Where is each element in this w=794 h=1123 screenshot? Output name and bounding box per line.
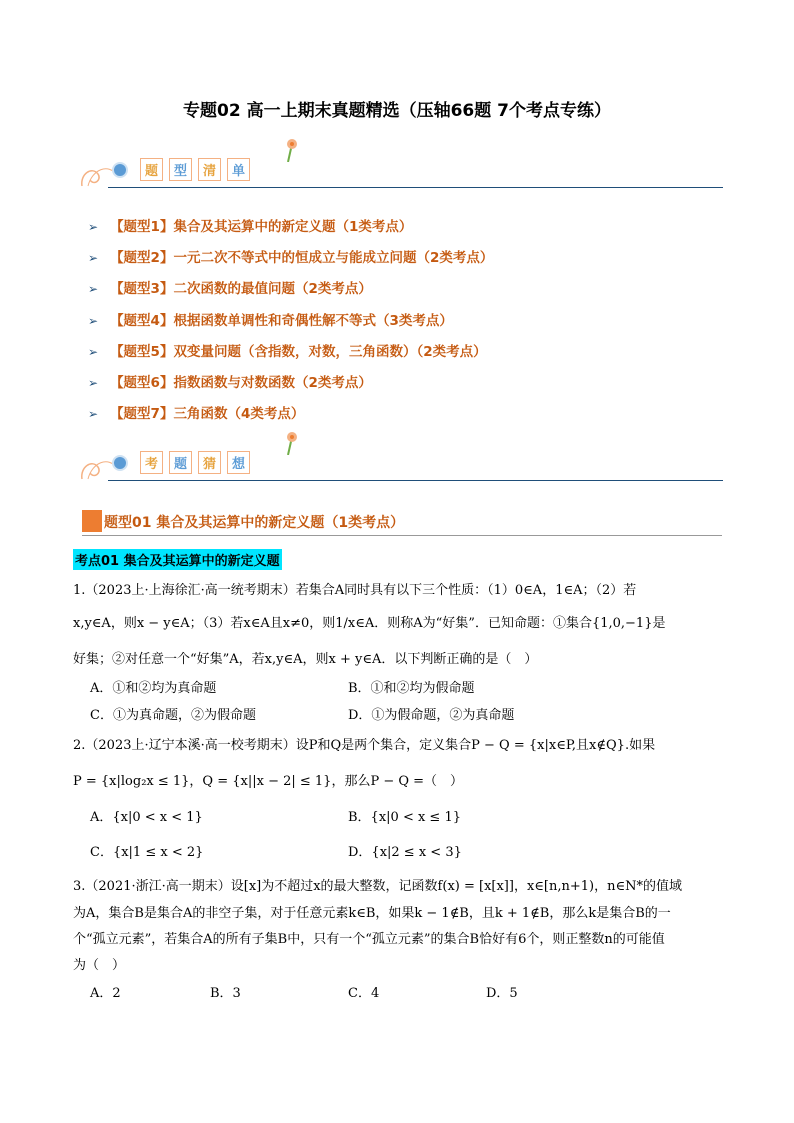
q1-option-b: B．①和②均为假命题 (348, 681, 475, 696)
toc-text: 双变量问题（含指数，对数，三角函数）（2类考点） (173, 344, 487, 360)
q3-option-c: C．4 (348, 986, 380, 1001)
kaodian-label: 考点01 集合及其运算中的新定义题 (73, 549, 282, 570)
page-title: 专题02 高一上期末真题精选（压轴66题 7个考点专练） (183, 101, 611, 121)
pin-decoration-icon (282, 138, 302, 162)
toc-tag: 【题型3】 (110, 281, 174, 297)
q2-line1: 2.（2023上·辽宁本溪·高一校考期末）设P和Q是两个集合，定义集合P − Q = {x|x∈P,且x∉Q}.如果 (73, 738, 656, 753)
banner-rule (108, 480, 723, 481)
q1-line2: x,y∈A，则x − y∈A；（3）若x∈A且x≠0，则1/x∈A．则称A为“好集”．已知命题：①集合{1,0,−1}是 (73, 616, 666, 631)
toc-text: 二次函数的最值问题（2类考点） (173, 281, 372, 297)
q1-line1: 1.（2023上·上海徐汇·高一统考期末）若集合A同时具有以下三个性质：（1）0∈A，1∈A；（2）若 (73, 583, 637, 598)
toc-item-5[interactable] (88, 340, 487, 360)
pin-decoration-icon (282, 431, 302, 455)
toc-tag: 【题型2】 (110, 250, 174, 266)
q3-option-b: B．3 (210, 986, 241, 1001)
bullet-dot-icon (112, 455, 128, 471)
q1-line3: 好集；②对任意一个“好集”A，若x,y∈A，则x + y∈A．以下判断正确的是（ ） (73, 652, 538, 667)
q2-option-c: C．{x|1 ≤ x < 2} (90, 845, 204, 860)
banner-char: 清 (198, 158, 221, 181)
banner-char: 单 (227, 158, 250, 181)
triangle-bullet-icon: ➢ (88, 314, 99, 328)
q2-option-a: A．{x|0 < x < 1} (90, 810, 203, 825)
toc-text: 指数函数与对数函数（2类考点） (173, 375, 372, 391)
triangle-bullet-icon: ➢ (88, 376, 99, 390)
triangle-bullet-icon: ➢ (88, 345, 99, 359)
q3-line3: 个“孤立元素”，若集合A的所有子集B中，只有一个“孤立元素”的集合B恰好有6个，则正整数n的可能值 (73, 932, 665, 947)
toc-text: 集合及其运算中的新定义题（1类考点） (173, 219, 413, 235)
q2-option-d: D．{x|2 ≤ x < 3} (348, 845, 462, 860)
banner-char: 型 (169, 158, 192, 181)
toc-tag: 【题型7】 (110, 406, 174, 422)
banner-char: 考 (140, 451, 163, 474)
toc-tag: 【题型5】 (110, 344, 174, 360)
q3-line2: 为A，集合B是集合A的非空子集，对于任意元素k∈B，如果k − 1∉B，且k + 1∉B，那么k是集合B的一 (73, 906, 671, 921)
triangle-bullet-icon: ➢ (88, 407, 99, 421)
q2-option-b: B．{x|0 < x ≤ 1} (348, 810, 461, 825)
toc-item-4[interactable] (88, 309, 453, 329)
q1-option-c: C．①为真命题，②为假命题 (90, 708, 256, 723)
q3-option-a: A．2 (90, 986, 121, 1001)
triangle-bullet-icon: ➢ (88, 282, 99, 296)
banner-rule (108, 187, 723, 188)
q3-line1: 3.（2021·浙江·高一期末）设[x]为不超过x的最大整数，记函数f(x) = [x[x]]，x∈[n,n+1)，n∈N*的值域 (73, 879, 682, 894)
toc-tag: 【题型6】 (110, 375, 174, 391)
toc-item-1[interactable] (88, 215, 412, 235)
toc-text: 三角函数（4类考点） (173, 406, 305, 422)
banner-char: 题 (169, 451, 192, 474)
banner-char: 猜 (198, 451, 221, 474)
toc-item-7[interactable] (88, 402, 304, 422)
banner-char: 题 (140, 158, 163, 181)
toc-text: 一元二次不等式中的恒成立与能成立问题（2类考点） (173, 250, 494, 266)
q1-option-a: A．①和②均为真命题 (90, 681, 217, 696)
banner-question-types (78, 152, 723, 190)
toc-item-2[interactable] (88, 246, 493, 266)
toc-item-3[interactable] (88, 277, 372, 297)
triangle-bullet-icon: ➢ (88, 220, 99, 234)
toc-text: 根据函数单调性和奇偶性解不等式（3类考点） (173, 313, 453, 329)
q3-option-d: D．5 (486, 986, 518, 1001)
q1-option-d: D．①为假命题，②为真命题 (348, 708, 515, 723)
bullet-dot-icon (112, 162, 128, 178)
section-heading-text: 题型01 集合及其运算中的新定义题（1类考点） (104, 515, 405, 531)
section-underline (82, 535, 722, 536)
toc-item-6[interactable] (88, 371, 372, 391)
q2-line2: P = {x|log₂x ≤ 1}，Q = {x||x − 2| ≤ 1}，那么P − Q =（ ） (73, 774, 464, 789)
triangle-bullet-icon: ➢ (88, 251, 99, 265)
section-square-icon (82, 510, 102, 532)
toc-tag: 【题型1】 (110, 219, 174, 235)
banner-char: 想 (227, 451, 250, 474)
banner-question-guess (78, 445, 723, 483)
section-heading (82, 508, 722, 534)
q3-line4: 为（ ） (73, 958, 126, 973)
toc-tag: 【题型4】 (110, 313, 174, 329)
